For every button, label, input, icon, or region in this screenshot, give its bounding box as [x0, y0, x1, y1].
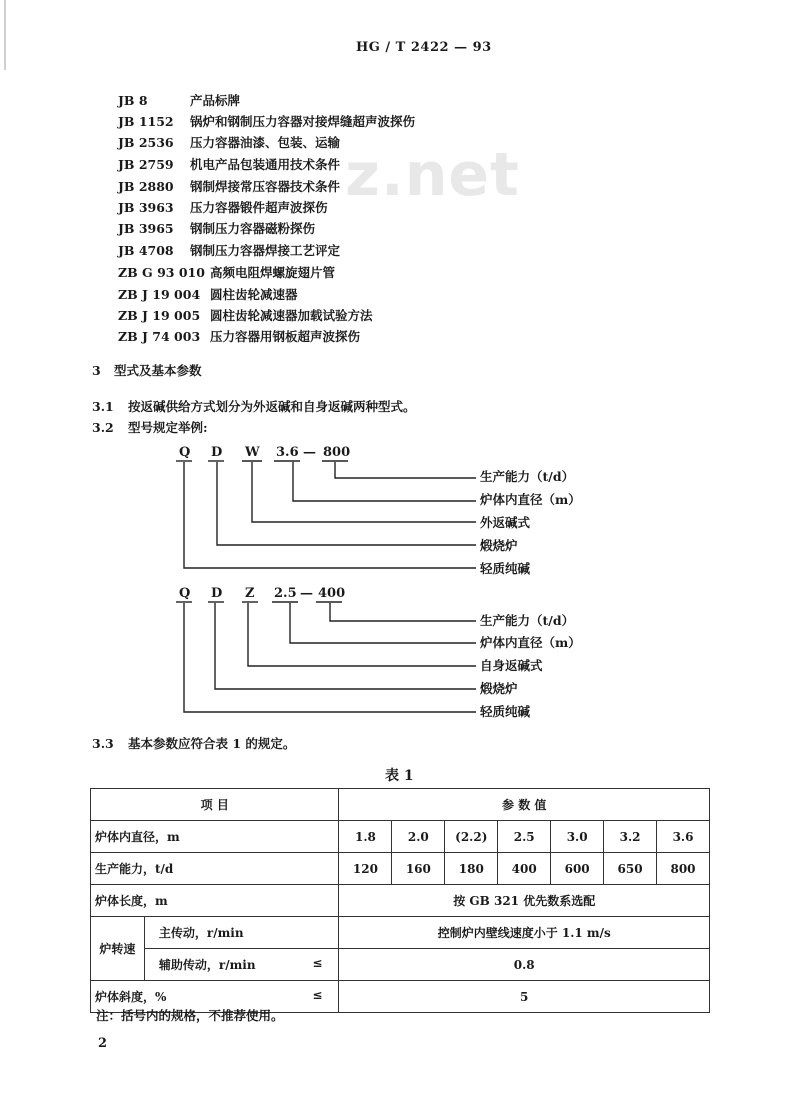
table-title: 表 1	[385, 768, 414, 784]
watermark: z.net	[345, 140, 520, 210]
header-item: 项 目	[91, 789, 339, 821]
standard-header-code: HG / T 2422 — 93	[356, 40, 492, 55]
label-product: 轻质纯碱	[480, 561, 531, 576]
table-note: 注：括号内的规格，不推荐使用。	[96, 1008, 284, 1023]
cell: 控制炉内壁线速度小于 1.1 m/s	[339, 917, 710, 949]
code-char-diameter: 3.6	[276, 445, 299, 460]
standard-item: JB 8 产品标牌	[118, 93, 241, 108]
label-diameter: 炉体内直径（m）	[480, 635, 581, 650]
label-furnace: 煅烧炉	[480, 538, 518, 553]
leader-type	[252, 462, 476, 522]
standard-item: JB 2759 机电产品包装通用技术条件	[118, 157, 341, 172]
parameters-table	[90, 788, 710, 1013]
label-capacity: 生产能力（t/d）	[480, 469, 575, 484]
leq-symbol: ≤	[312, 988, 323, 1002]
section-3-1: 3.1 按返碱供给方式划分为外返碱和自身返碱两种型式。	[92, 399, 416, 414]
standard-item: JB 3963 压力容器锻件超声波探伤	[118, 200, 328, 215]
leader-capacity	[335, 462, 476, 478]
code-char-q: Q	[179, 445, 191, 460]
table-header-row	[91, 789, 710, 821]
row-label: 辅助传动，r/min ≤	[144, 949, 339, 981]
code-char-dash: —	[300, 586, 313, 601]
cell: 400	[498, 853, 551, 885]
leader-diameter	[290, 603, 476, 643]
section-3-3: 3.3 基本参数应符合表 1 的规定。	[92, 736, 296, 751]
code-char-w: W	[245, 445, 260, 460]
cell: 2.5	[498, 821, 551, 853]
row-speed-main	[91, 917, 710, 949]
header-values: 参 数 值	[339, 789, 710, 821]
cell: 0.8	[339, 949, 710, 981]
cell: 5	[339, 981, 710, 1013]
cell: 2.0	[392, 821, 445, 853]
standard-item: JB 1152 锅炉和钢制压力容器对接焊缝超声波探伤	[118, 114, 416, 129]
leader-capacity	[330, 603, 476, 621]
label-product: 轻质纯碱	[480, 704, 531, 719]
row-speed-aux	[91, 949, 710, 981]
row-label: 主传动，r/min	[144, 917, 339, 949]
row-label: 炉体长度，m	[91, 885, 339, 917]
cell: 3.2	[604, 821, 657, 853]
cell: 650	[604, 853, 657, 885]
code-char-d: D	[211, 445, 223, 460]
leader-furnace	[215, 603, 476, 689]
row-diameter	[91, 821, 710, 853]
standard-item: ZB J 19 005 圆柱齿轮减速器加载试验方法	[118, 308, 373, 323]
row-label-speed: 炉转速	[91, 917, 145, 981]
leader-diameter	[293, 462, 476, 501]
row-label: 炉体内直径，m	[91, 821, 339, 853]
standard-item: JB 4708 钢制压力容器焊接工艺评定	[118, 243, 341, 258]
row-label: 炉体斜度，% ≤	[91, 981, 339, 1013]
label-type: 外返碱式	[480, 515, 531, 530]
standard-item: JB 2536 压力容器油漆、包装、运输	[118, 135, 341, 150]
label-type: 自身返碱式	[480, 658, 543, 673]
leader-type	[248, 603, 476, 666]
cell: 160	[392, 853, 445, 885]
code-char-capacity: 400	[318, 586, 346, 601]
code-char-d: D	[211, 586, 223, 601]
standard-item: ZB J 74 003 压力容器用钢板超声波探伤	[118, 329, 361, 344]
cell: 180	[445, 853, 498, 885]
code-char-z: Z	[245, 586, 255, 601]
label-furnace: 煅烧炉	[480, 681, 518, 696]
code-char-capacity: 800	[323, 445, 351, 460]
leq-symbol: ≤	[312, 956, 323, 970]
code-char-q: Q	[179, 586, 191, 601]
label-diameter: 炉体内直径（m）	[480, 492, 581, 507]
section-3-2: 3.2 型号规定举例:	[92, 420, 208, 435]
cell: 800	[657, 853, 710, 885]
standard-item: ZB G 93 010 高频电阻焊螺旋翅片管	[118, 265, 336, 280]
label-capacity: 生产能力（t/d）	[480, 613, 575, 628]
standard-item: JB 3965 钢制压力容器磁粉探伤	[118, 221, 316, 236]
cell: 600	[551, 853, 604, 885]
row-capacity	[91, 853, 710, 885]
cell: 120	[339, 853, 392, 885]
cell: 按 GB 321 优先数系选配	[339, 885, 710, 917]
leader-furnace	[217, 462, 476, 545]
standard-item: ZB J 19 004 圆柱齿轮减速器	[118, 287, 298, 302]
cell: (2.2)	[445, 821, 498, 853]
row-length	[91, 885, 710, 917]
row-label: 生产能力，t/d	[91, 853, 339, 885]
code-char-diameter: 2.5	[274, 586, 297, 601]
standard-item: JB 2880 钢制焊接常压容器技术条件	[118, 179, 341, 194]
section-3-heading: 3 型式及基本参数	[92, 363, 202, 378]
cell: 1.8	[339, 821, 392, 853]
cell: 3.0	[551, 821, 604, 853]
code-char-dash: —	[303, 445, 316, 460]
cell: 3.6	[657, 821, 710, 853]
page-number: 2	[98, 1036, 108, 1051]
